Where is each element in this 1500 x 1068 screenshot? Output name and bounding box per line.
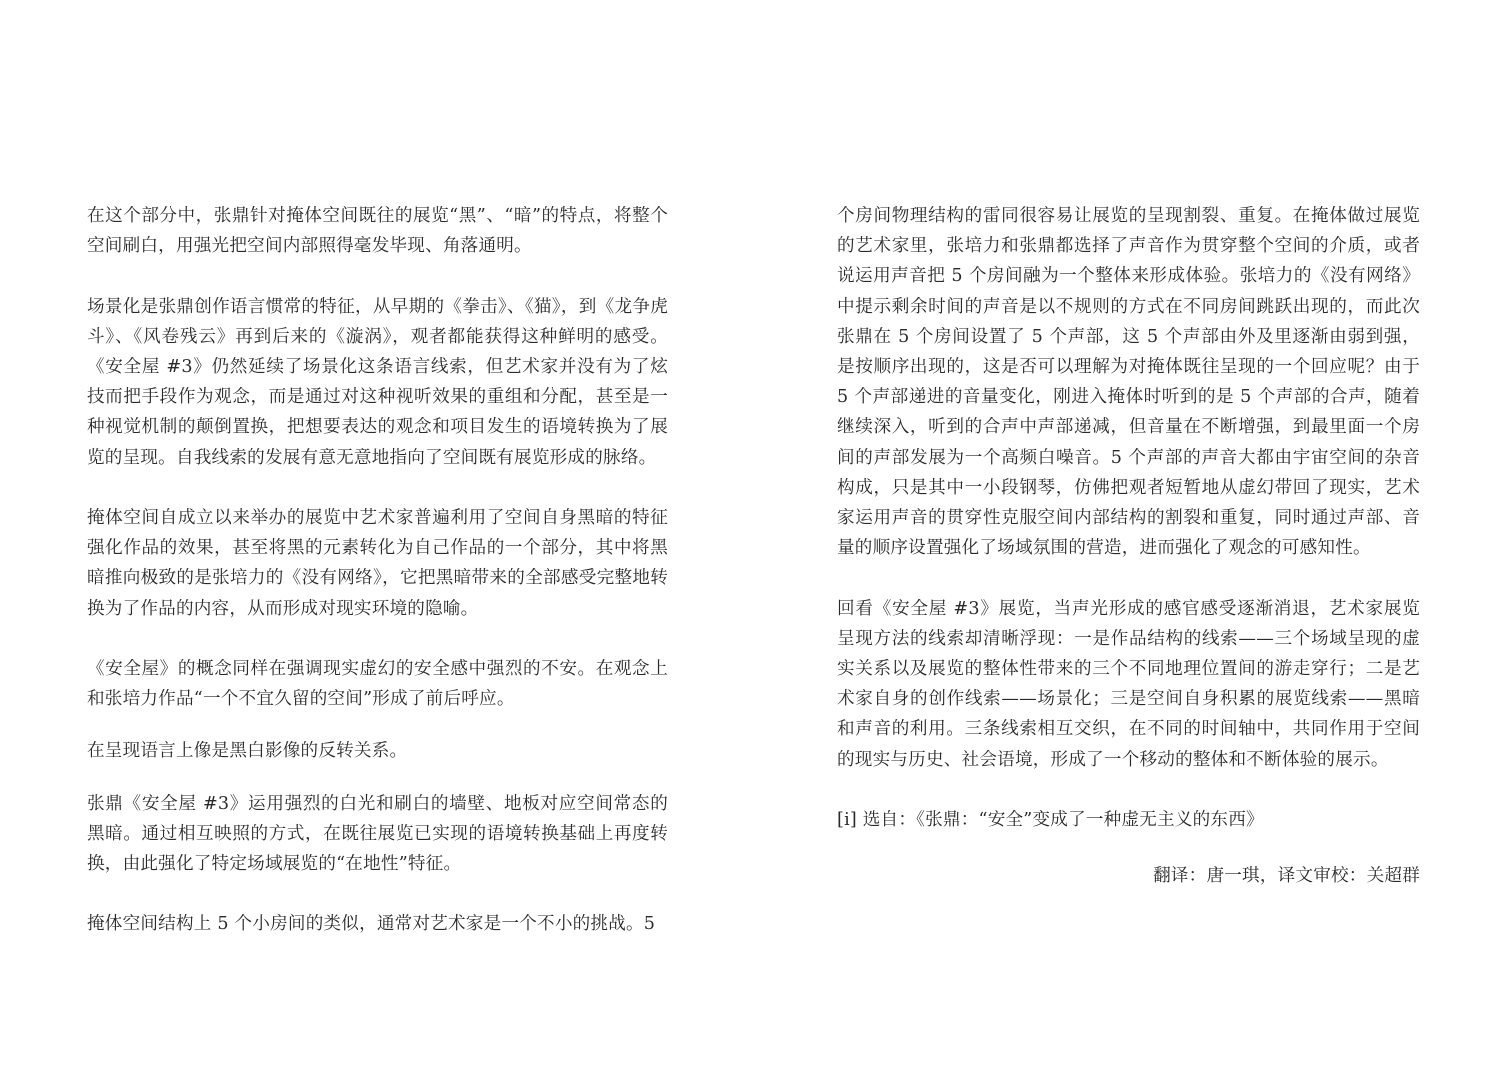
paragraph: 掩体空间结构上 5 个小房间的类似，通常对艺术家是一个不小的挑战。5 [87,914,656,935]
paragraph: 在呈现语言上像是黑白影像的反转关系。 [87,741,408,762]
paragraph: 在这个部分中，张鼎针对掩体空间既往的展览“黑”、“暗”的特点，将整个空间刷白，用强光把空间内部照得毫发毕现、角落通明。 [87,206,668,257]
left-text-column [87,201,668,970]
footnote: [i] 选自：《张鼎：“安全”变成了一种虚无主义的东西》 [837,810,1264,831]
paragraph: 回看《安全屋 #3》展览，当声光形成的感官感受逐渐消退，艺术家展览呈现方法的线索却清晰浮现：一是作品结构的线索——三个场域呈现的虚实关系以及展览的整体性带来的三个不同地理位置间的游走穿行；二是艺术家自身的创作线索——场景化；三是空间自身积累的展览线索——黑暗和声音的利用。三条线索相互交织，在不同的时间轴中，共同作用于空间的现实与历史、社会语境，形成了一个移动的整体和不断体验的展示。 [837,598,1420,770]
translation-credit: 翻译：唐一琪，译文审校：关超群 [1153,866,1420,887]
paragraph: 《安全屋》的概念同样在强调现实虚幻的安全感中强烈的不安。在观念上和张培力作品“一个不宜久留的空间”形成了前后呼应。 [87,659,668,710]
paragraph: 个房间物理结构的雷同很容易让展览的呈现割裂、重复。在掩体做过展览的艺术家里，张培力和张鼎都选择了声音作为贯穿整个空间的介质，或者说运用声音把 5 个房间融为一个整体来形成体验。张培力的《没有网络》中提示剩余时间的声音是以不规则的方式在不同房间跳跃出现的，而此次张鼎在 5 个房间设置了 5 个声部，这 5 个声部由外及里逐渐由弱到强，是按顺序出现的，这是否可以理解为对掩体既往呈现的一个回应呢？由于 5 个声部递进的音量变化，刚进入掩体时听到的是 5 个声部的合声，随着继续深入，听到的合声中声部递减，但音量在不断增强，到最里面一个房间的声部发展为一个高频白噪音。5 个声部的声音大都由宇宙空间的杂音构成，只是其中一小段钢琴，仿佛把观者短暂地从虚幻带回了现实，艺术家运用声音的贯穿性克服空间内部结构的割裂和重复，同时通过声部、音量的顺序设置强化了场域氛围的营造，进而强化了观念的可感知性。 [837,206,1420,559]
paragraph: 场景化是张鼎创作语言惯常的特征，从早期的《拳击》、《猫》，到《龙争虎斗》、《风卷残云》再到后来的《漩涡》，观者都能获得这种鲜明的感受。《安全屋 #3》仍然延续了场景化这条语言线索，但艺术家并没有为了炫技而把手段作为观念，而是通过对这种视听效果的重组和分配，甚至是一种视觉机制的颠倒置换，把想要表达的观念和项目发生的语境转换为了展览的呈现。自我线索的发展有意无意地指向了空间既有展览形成的脉络。 [87,296,668,468]
right-text-column [837,201,1420,891]
paragraph: 掩体空间自成立以来举办的展览中艺术家普遍利用了空间自身黑暗的特征强化作品的效果，甚至将黑的元素转化为自己作品的一个部分，其中将黑暗推向极致的是张培力的《没有网络》，它把黑暗带来的全部感受完整地转换为了作品的内容，从而形成对现实环境的隐喻。 [87,508,668,619]
paragraph: 张鼎《安全屋 #3》运用强烈的白光和刷白的墙壁、地板对应空间常态的黑暗。通过相互映照的方式，在既往展览已实现的语境转换基础上再度转换，由此强化了特定场域展览的“在地性”特征。 [87,793,668,875]
